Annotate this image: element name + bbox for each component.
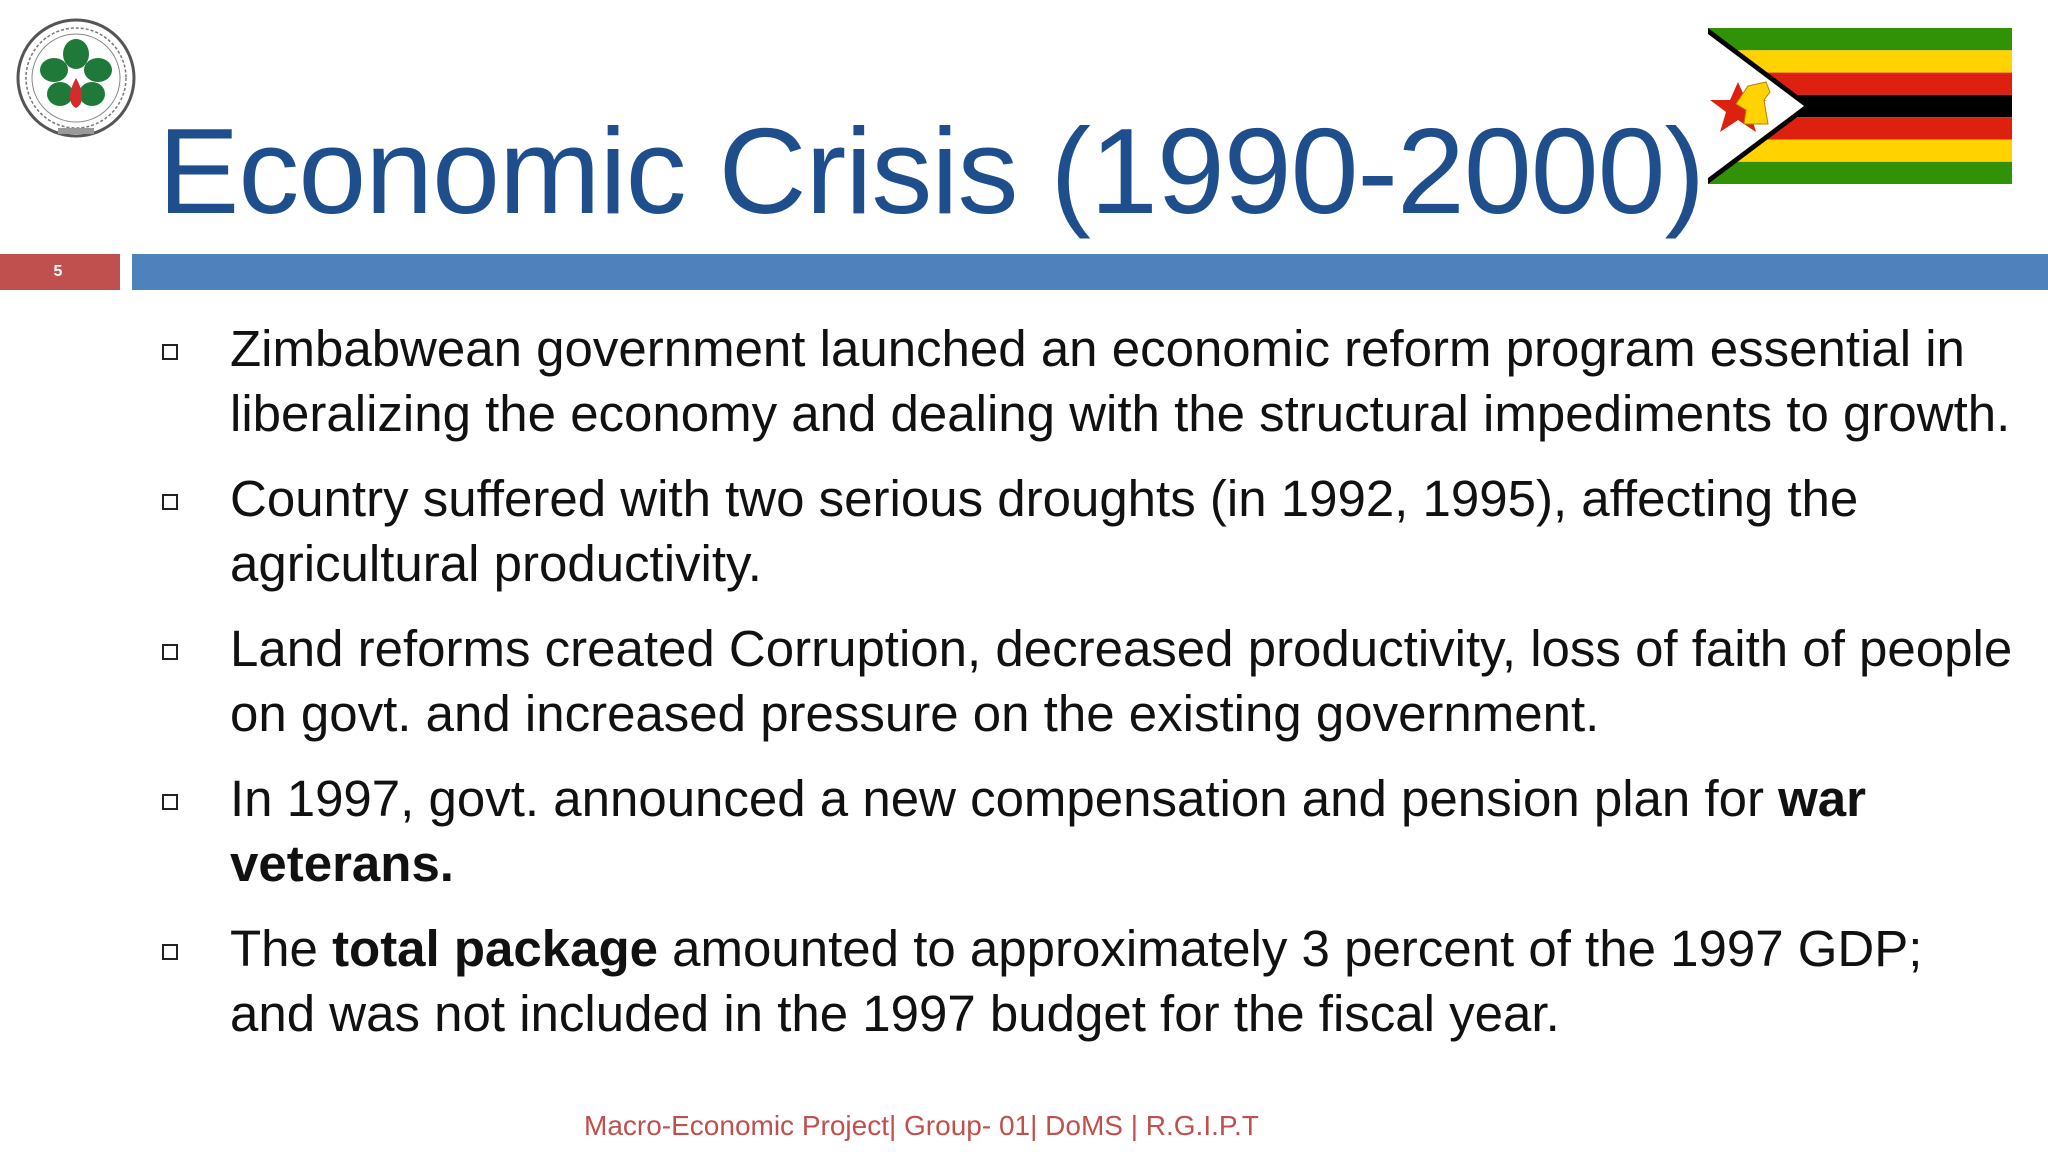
bullet-text: In 1997, govt. announced a new compensation and pension plan for [230,770,1779,827]
bullet-text: amounted to approximately 3 percent of the 1997 GDP; and was not included in the 1997 budget for the fiscal year. [230,920,1923,1042]
bullet-text: The [230,920,333,977]
hollow-square-bullet-icon [162,794,178,810]
bullet-text: Country suffered with two serious droughts (in 1992, 1995), affecting the agricultural productivity. [230,470,1859,592]
zimbabwe-flag [1708,28,2012,184]
bullet-item [158,766,2018,896]
bullet-item [158,616,2018,746]
hollow-square-bullet-icon [162,644,178,660]
bullet-item [158,316,2018,446]
hollow-square-bullet-icon [162,944,178,960]
slide-number: 5 [53,263,63,280]
slide-title: Economic Crisis (1990-2000) [158,103,1705,239]
slide-number-bar [0,254,120,290]
slide-footer: Macro-Economic Project| Group- 01| DoMS | R.G.I.P.T [584,1110,1259,1141]
institute-logo [14,16,138,148]
hollow-square-bullet-icon [162,344,178,360]
title-accent-bar [132,254,2048,290]
bullet-bold-text: war veterans. [230,770,1867,892]
bullet-text: Zimbabwean government launched an economic reform program essential in liberalizing the economy and dealing with the structural impediments to growth. [230,320,2011,442]
hollow-square-bullet-icon [162,494,178,510]
bullet-item [158,466,2018,596]
bullet-item [158,916,2018,1046]
bullet-list [158,316,2018,1066]
bullet-text: Land reforms created Corruption, decreased productivity, loss of faith of people on govt. and increased pressure on the existing government. [230,620,2013,742]
bullet-bold-text: total package [332,920,659,977]
